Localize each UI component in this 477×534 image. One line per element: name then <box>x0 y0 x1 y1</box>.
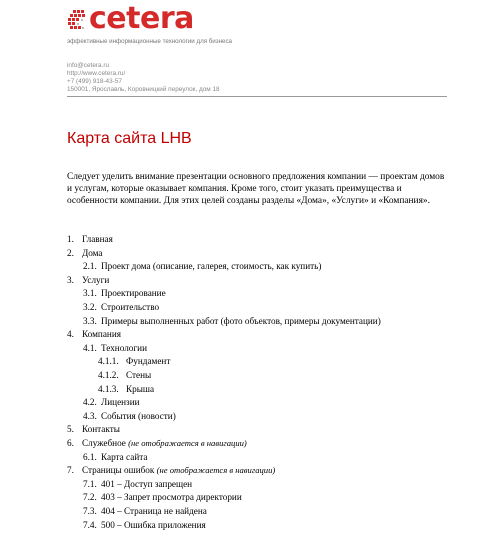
sitemap-item-text <box>101 505 207 517</box>
sitemap-item-label: 500 – Ошибка приложения <box>101 519 206 530</box>
sitemap-item-number: 7.3. <box>83 506 97 516</box>
sitemap-item-text <box>126 369 151 381</box>
sitemap-item-label: Главная <box>82 234 113 244</box>
sitemap-item-number: 6. <box>67 438 74 448</box>
sitemap-item-text <box>82 464 275 476</box>
sitemap-item-text <box>82 437 247 449</box>
contact-block <box>67 62 220 94</box>
sitemap-item-number: 3.2. <box>83 302 97 312</box>
sitemap-item-text <box>101 410 176 422</box>
sitemap-item-text <box>101 315 381 327</box>
sitemap-item-text <box>126 383 154 395</box>
sitemap-item-label: Технологии <box>101 342 147 353</box>
sitemap-item-number: 7.1. <box>83 478 97 489</box>
sitemap-item-label: Компания <box>82 329 121 340</box>
sitemap-item-number: 3.3. <box>83 315 97 326</box>
cetera-logo <box>67 1 232 53</box>
sitemap-item-number: 3. <box>67 274 74 285</box>
sitemap-item-text <box>101 260 321 272</box>
sitemap-item-label: Страницы ошибок <box>82 465 157 476</box>
sitemap-item-label: Контакты <box>82 424 120 435</box>
sitemap-item-number: 6.1. <box>83 451 97 462</box>
sitemap-item-label: Строительство <box>101 302 160 312</box>
sitemap-item-text <box>82 328 121 340</box>
sitemap-item-label: Карта сайта <box>101 451 148 462</box>
sitemap-item-text <box>101 342 147 354</box>
sitemap-item-label: 404 – Страница не найдена <box>101 506 207 516</box>
sitemap-item-number: 4.1. <box>83 342 97 353</box>
intro-paragraph: Следует уделить внимание презентации основного предложения компании — проектам домов и услугам, которые оказывает компания. Кроме того, стоит указать преимущества и особенности компании. Для этих целей созданы разделы «Дома», «Услуги» и «Компания». <box>67 172 445 206</box>
sitemap-item-note: (не отображается в навигации) <box>128 438 247 448</box>
sitemap-item-label: Лицензии <box>101 397 140 408</box>
logo-tagline: эффективные информационные технологии для бизнеса <box>67 38 232 45</box>
sitemap-item-label: Услуги <box>82 274 110 285</box>
sitemap-item-number: 4.1.3. <box>98 383 119 394</box>
sitemap-item-label: События (новости) <box>101 410 176 421</box>
header-divider <box>67 96 447 97</box>
sitemap-item-number: 7.4. <box>83 519 97 530</box>
contact-address: 150001, Ярославль, Коровницкий переулок, дом 18 <box>67 86 220 93</box>
sitemap-item-number: 5. <box>67 424 74 435</box>
sitemap-item-number: 4.2. <box>83 397 97 408</box>
contact-email[interactable]: info@cetera.ru <box>67 62 110 69</box>
sitemap-item-number: 2. <box>67 247 74 258</box>
page-title: Карта сайта LHB <box>67 130 192 147</box>
sitemap-item-label: Фундамент <box>126 356 171 367</box>
sitemap-item-number: 7. <box>67 465 74 476</box>
sitemap-item-text <box>101 519 206 531</box>
contact-phone: +7 (499) 918-43-57 <box>67 78 122 85</box>
sitemap-item-number: 4.3. <box>83 410 97 421</box>
sitemap-item-text <box>101 396 140 408</box>
sitemap-item-label: Стены <box>126 370 152 380</box>
sitemap-item-label: Примеры выполненных работ (фото объектов, примеры документации) <box>101 315 381 326</box>
sitemap-item-text <box>101 478 192 490</box>
sitemap-item-text <box>82 247 103 259</box>
sitemap-item-label: Служебное <box>82 438 129 448</box>
sitemap-item-number: 4.1.2. <box>98 370 119 380</box>
logo-wordmark: cetera <box>89 1 194 36</box>
sitemap-item-number: 3.1. <box>83 288 97 299</box>
sitemap-item-text <box>82 423 120 435</box>
sitemap-item-note: (не отображается в навигации) <box>156 465 276 476</box>
sitemap-item-label: 403 – Запрет просмотра директории <box>101 492 242 503</box>
sitemap-item-text <box>101 301 159 313</box>
sitemap-item-text <box>82 233 113 245</box>
sitemap-item-number: 4.1.1. <box>98 356 119 367</box>
sitemap-item-label: Проект дома (описание, галерея, стоимость, как купить) <box>101 261 322 272</box>
sitemap-item-text <box>126 355 170 367</box>
sitemap-item-text <box>82 274 109 286</box>
sitemap-item-number: 7.2. <box>83 492 97 503</box>
contact-website[interactable]: http://www.cetera.ru/ <box>67 70 126 77</box>
sitemap-item-text <box>101 287 166 299</box>
sitemap-item-text <box>101 491 242 503</box>
sitemap-item-label: Дома <box>82 247 103 258</box>
logo-dots-icon <box>67 10 89 32</box>
sitemap-item-label: 401 – Доступ запрещен <box>101 478 193 489</box>
sitemap-item-text <box>101 451 147 463</box>
sitemap-item-label: Крыша <box>126 383 155 394</box>
sitemap-item-number: 4. <box>67 329 74 340</box>
sitemap-item-number: 1. <box>67 234 74 244</box>
sitemap-item-number: 2.1. <box>83 261 97 272</box>
sitemap-item-label: Проектирование <box>101 288 166 299</box>
